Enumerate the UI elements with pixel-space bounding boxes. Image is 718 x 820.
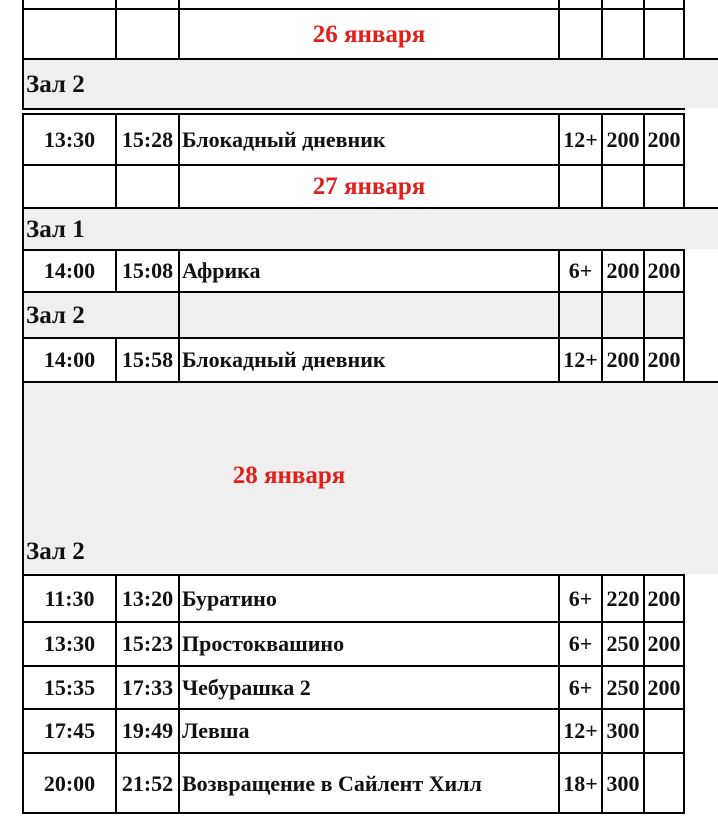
- price: 250: [601, 621, 643, 665]
- price: [643, 752, 683, 814]
- start-time: 17:45: [22, 708, 115, 752]
- end-time: 15:08: [115, 249, 178, 291]
- age-rating: 6+: [558, 665, 601, 708]
- price: [643, 708, 683, 752]
- price: 200: [643, 337, 683, 381]
- end-time: 21:52: [115, 752, 178, 814]
- movie-title: Возвращение в Сайлент Хилл: [178, 752, 558, 814]
- age-rating: 6+: [558, 574, 601, 621]
- border: [683, 574, 685, 621]
- hall-heading: Зал 2: [22, 291, 178, 337]
- start-time: 13:30: [22, 113, 115, 164]
- age-rating: 6+: [558, 621, 601, 665]
- movie-title: Чебурашка 2: [178, 665, 558, 708]
- end-time: 15:58: [115, 337, 178, 381]
- age-rating: 6+: [558, 249, 601, 291]
- date-heading: 27 января: [178, 164, 558, 207]
- border: [683, 708, 685, 752]
- price: 250: [601, 665, 643, 708]
- empty-cell: [601, 164, 643, 207]
- border: [22, 108, 685, 110]
- start-time: 20:00: [22, 752, 115, 814]
- border: [22, 812, 685, 814]
- end-time: 13:20: [115, 574, 178, 621]
- border: [683, 164, 685, 207]
- movie-title: Простоквашино: [178, 621, 558, 665]
- date-heading: 28 января: [232, 462, 346, 489]
- price: 300: [601, 708, 643, 752]
- age-rating: 12+: [558, 113, 601, 164]
- price: 200: [643, 621, 683, 665]
- age-rating: 12+: [558, 708, 601, 752]
- price: 200: [643, 249, 683, 291]
- border: [683, 665, 685, 708]
- empty-cell: [115, 164, 178, 207]
- movie-title: Блокадный дневник: [178, 113, 558, 164]
- hall-heading: Зал 1: [22, 207, 718, 249]
- start-time: 14:00: [22, 249, 115, 291]
- age-rating: 12+: [558, 337, 601, 381]
- border: [683, 337, 685, 381]
- end-time: 15:28: [115, 113, 178, 164]
- end-time: 19:49: [115, 708, 178, 752]
- start-time: 11:30: [22, 574, 115, 621]
- schedule-table: [22, 0, 718, 820]
- empty-cell: [601, 291, 643, 337]
- age-rating: 18+: [558, 752, 601, 814]
- price: 220: [601, 574, 643, 621]
- end-time: 17:33: [115, 665, 178, 708]
- price: 200: [643, 574, 683, 621]
- border: [683, 621, 685, 665]
- movie-title: Буратино: [178, 574, 558, 621]
- day-block: [22, 381, 718, 574]
- end-time: 15:23: [115, 621, 178, 665]
- price: 200: [601, 113, 643, 164]
- empty-cell: [178, 291, 558, 337]
- price: 200: [643, 113, 683, 164]
- price: 200: [601, 337, 643, 381]
- empty-cell: [643, 291, 683, 337]
- price: 300: [601, 752, 643, 814]
- border: [683, 752, 685, 814]
- start-time: 14:00: [22, 337, 115, 381]
- movie-title: Африка: [178, 249, 558, 291]
- start-time: 15:35: [22, 665, 115, 708]
- empty-cell: [22, 164, 115, 207]
- empty-cell: [558, 164, 601, 207]
- border: [683, 113, 685, 164]
- empty-cell: [558, 291, 601, 337]
- border: [683, 249, 685, 291]
- hall-heading: Зал 2: [26, 538, 85, 565]
- date-heading: 26 января: [178, 8, 558, 58]
- start-time: 13:30: [22, 621, 115, 665]
- price: 200: [601, 249, 643, 291]
- price: 200: [643, 665, 683, 708]
- movie-title: Блокадный дневник: [178, 337, 558, 381]
- hall-heading: Зал 2: [22, 58, 718, 108]
- empty-cell: [643, 164, 683, 207]
- border: [683, 291, 685, 337]
- movie-title: Левша: [178, 708, 558, 752]
